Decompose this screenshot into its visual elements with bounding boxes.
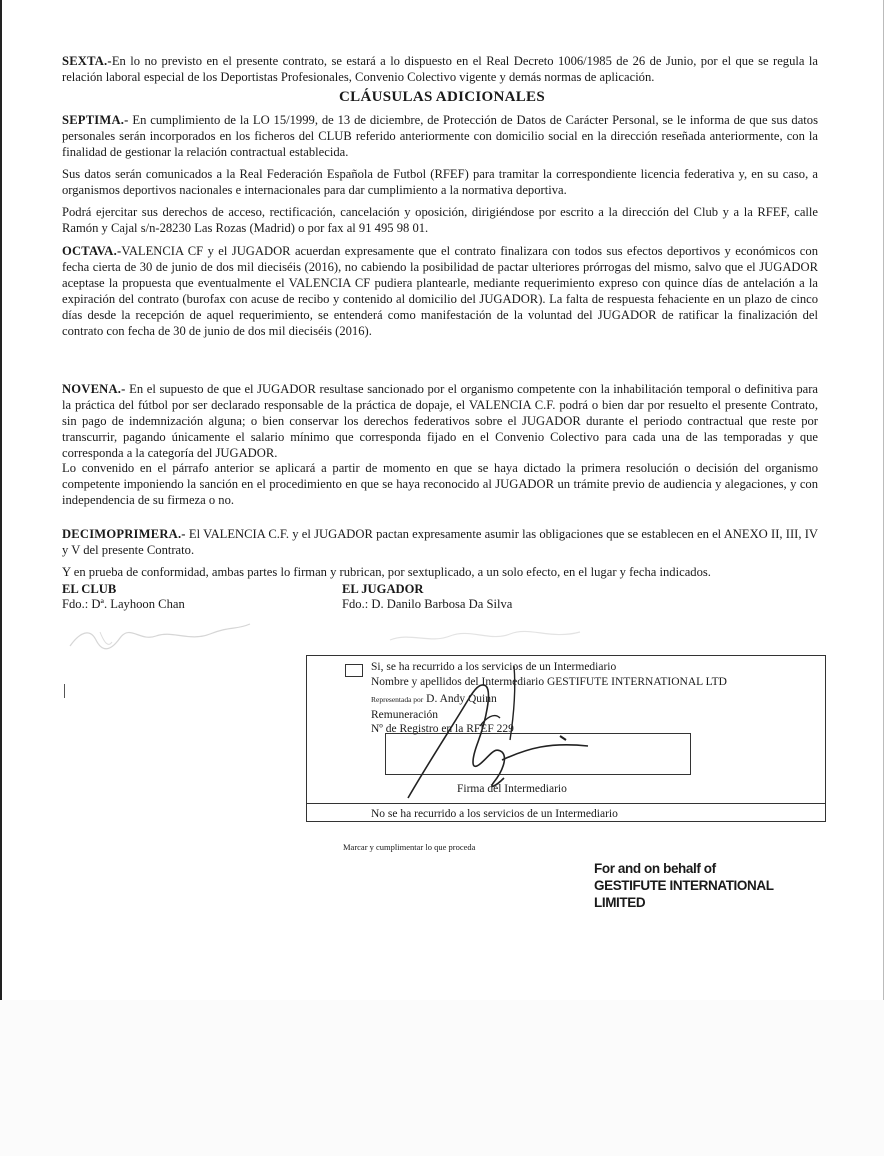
- stamp-line: LIMITED: [594, 895, 646, 910]
- represented-by-label: Representada por: [371, 695, 424, 704]
- representative-name: D. Andy Quinn: [426, 693, 497, 705]
- intermediary-signature-label: Firma del Intermediario: [457, 783, 567, 795]
- player-role: EL JUGADOR: [342, 582, 424, 596]
- clause-text: En lo no previsto en el presente contrato, se estará a lo dispuesto en el Real Decreto 1006/1985 de 26 de Junio, por el que se regula la relación laboral especial de los Deportistas Profesionales, Convenio Colectivo vigente y demás normas de aplicación.: [62, 54, 818, 84]
- intermediary-name: Nombre y apellidos del Intermediario GESTIFUTE INTERNATIONAL LTD: [371, 676, 727, 688]
- player-signature-block: [342, 582, 512, 612]
- clause-label: OCTAVA.-: [62, 244, 122, 258]
- club-signature-faint: [60, 612, 260, 662]
- section-heading: CLÁUSULAS ADICIONALES: [339, 89, 545, 105]
- clause-novena-p2: Lo convenido en el párrafo anterior se aplicará a partir de momento en que se haya dictado la primera resolución o decisión del organismo competente imponiendo la sanción en el procedimiento en que se haya reconocido al JUGADOR un trámite previo de audiencia y alegaciones, y con independencia de su firmeza o no.: [62, 461, 818, 507]
- intermediary-remuneration: Remuneración: [371, 709, 439, 721]
- intermediary-none-label: No se ha recurrido a los servicios de un Intermediario: [371, 808, 618, 820]
- club-signature-block: [62, 582, 185, 612]
- page-edge: [0, 0, 2, 1156]
- clause-septima: [62, 112, 818, 160]
- intermediary-registration: Nº de Registro en la RFEF 229: [371, 723, 514, 735]
- clause-septima-p3: Podrá ejercitar sus derechos de acceso, rectificación, cancelación y oposición, dirigiéndose por escrito a la dirección del Club y a la RFEF, calle Ramón y Cajal s/n-28230 Las Rozas (Madrid) o por fax al 91 495 98 01.: [62, 205, 818, 235]
- intermediary-yes-label: Si, se ha recurrido a los servicios de un Intermediario: [371, 661, 617, 673]
- clause-sexta: [62, 53, 818, 85]
- clause-novena: [62, 381, 818, 461]
- player-signatory: Fdo.: D. Danilo Barbosa Da Silva: [342, 597, 513, 611]
- clause-label: NOVENA.-: [62, 382, 126, 396]
- instruction-note: Marcar y cumplimentar lo que proceda: [343, 842, 476, 852]
- clause-text: VALENCIA CF y el JUGADOR acuerdan expresamente que el contrato finalizara con todos sus efectos deportivos y económicos con fecha cierta de 30 de junio de dos mil dieciséis (2016), no cabiendo la posibilidad de pactar ulteriores prórrogas del mismo, salvo que el JUGADOR aceptase la propuesta que eventualmente el VALENCIA CF pudiera plantearle, mediante requerimiento expreso con quince días de antelación a la expiración del contrato (burofax con acuse de recibo y contenido al domicilio del JUGADOR). La falta de respuesta fehaciente en un plazo de cinco días desde la recepción de aquel requerimiento, se entenderá como manifestación de la voluntad del JUGADOR de ratificar la finalización del contrato con fecha de 30 de junio de dos mil dieciséis (2016).: [62, 244, 818, 338]
- clause-septima-p2: Sus datos serán comunicados a la Real Federación Española de Futbol (RFEF) para tramitar la correspondiente licencia federativa y, en su caso, a organismos deportivos nacionales e internacionales para dar cumplimiento a la normativa deportiva.: [62, 167, 818, 197]
- scan-mark: [64, 684, 65, 698]
- clause-decimoprimera: [62, 526, 818, 558]
- clause-label: SEXTA.-: [62, 54, 112, 68]
- stamp-line: GESTIFUTE INTERNATIONAL: [594, 878, 774, 893]
- scan-margin: [0, 1000, 884, 1156]
- clause-octava: [62, 243, 818, 339]
- intermediary-yes-checkbox[interactable]: [345, 664, 363, 677]
- clause-text: En cumplimiento de la LO 15/1999, de 13 de diciembre, de Protección de Datos de Carácter Personal, se le informa de que sus datos personales serán incorporados en los ficheros del CLUB referido anteriormente con domicilio social en la dirección reseñada anteriormente, con la finalidad de gestionar la relación contractual establecida.: [62, 113, 818, 159]
- closing-statement: Y en prueba de conformidad, ambas partes lo firman y rubrican, por sextuplicado, a un solo efecto, en el lugar y fecha indicados.: [62, 565, 711, 579]
- intermediary-signature: [390, 660, 620, 810]
- club-signatory: Fdo.: Dª. Layhoon Chan: [62, 597, 185, 611]
- clause-label: SEPTIMA.-: [62, 113, 129, 127]
- player-signature-faint: [380, 618, 600, 654]
- company-stamp: [594, 860, 824, 911]
- stamp-line: For and on behalf of: [594, 861, 716, 876]
- club-role: EL CLUB: [62, 582, 117, 596]
- clause-text: El VALENCIA C.F. y el JUGADOR pactan expresamente asumir las obligaciones que se establecen en el ANEXO II, III, IV y V del presente Contrato.: [62, 527, 818, 557]
- clause-label: DECIMOPRIMERA.-: [62, 527, 186, 541]
- clause-text: En el supuesto de que el JUGADOR resultase sancionado por el organismo competente con la inhabilitación temporal o definitiva para la práctica del fútbol por ser declarado responsable de la práctica de dopaje, el VALENCIA C.F. podrá o bien dar por resuelto el presente Contrato, sin pago de indemnización alguna; o bien conservar los derechos federativos sobre el JUGADOR durante el periodo contractual que reste por transcurrir, pagando únicamente el salario mínimo que corresponda fijado en el Convenio Colectivo para cada una de las temporadas y que corresponda a la categoría del JUGADOR.: [62, 382, 818, 460]
